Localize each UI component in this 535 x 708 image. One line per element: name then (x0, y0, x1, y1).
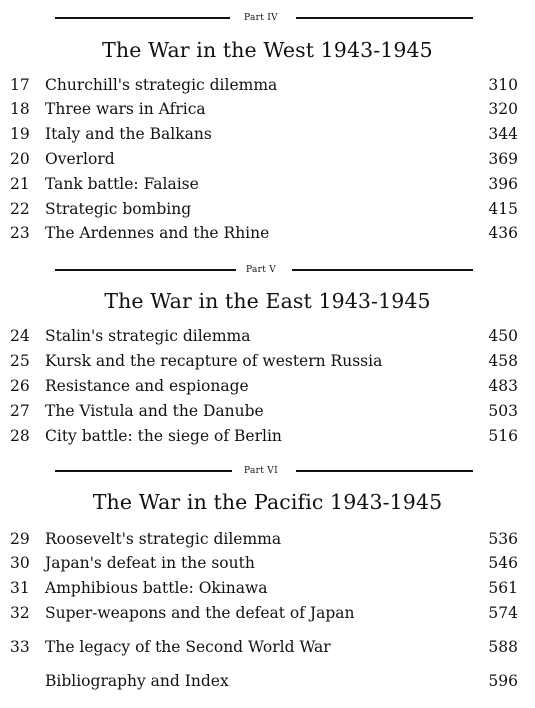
chapter-number: 22 (10, 200, 30, 218)
page-number: 369 (488, 150, 518, 168)
toc-entry (0, 602, 535, 624)
chapter-number: 20 (10, 150, 30, 168)
page-number: 546 (488, 554, 518, 572)
divider-line-right (292, 269, 473, 271)
chapter-number: 18 (10, 100, 30, 118)
chapter-number: 32 (10, 604, 30, 622)
page-number: 436 (488, 224, 518, 242)
chapter-number: 31 (10, 579, 30, 597)
part-label: Part VI (244, 466, 278, 476)
page-number: 536 (488, 530, 518, 548)
page-number: 483 (488, 377, 518, 395)
divider-line-right (296, 17, 473, 19)
chapter-title: The Ardennes and the Rhine (45, 224, 270, 242)
page-number: 415 (488, 200, 518, 218)
part-label: Part IV (244, 13, 278, 23)
toc-entry (0, 400, 535, 422)
toc-entry (0, 350, 535, 372)
toc-entry (0, 325, 535, 347)
page-number: 574 (488, 604, 518, 622)
page-number: 458 (488, 352, 518, 370)
chapter-number: 29 (10, 530, 30, 548)
chapter-title: Italy and the Balkans (45, 125, 212, 143)
page-number: 596 (488, 672, 518, 690)
chapter-title: City battle: the siege of Berlin (45, 427, 282, 445)
chapter-number: 25 (10, 352, 30, 370)
chapter-number: 17 (10, 76, 30, 94)
section-title: The War in the West 1943-1945 (102, 38, 433, 62)
part-v-divider (0, 263, 535, 277)
chapter-number: 21 (10, 175, 30, 193)
chapter-number: 33 (10, 638, 30, 656)
toc-entry (0, 98, 535, 120)
chapter-title: The legacy of the Second World War (45, 638, 331, 656)
chapter-number: 19 (10, 125, 30, 143)
page-number: 450 (488, 327, 518, 345)
chapter-title: Resistance and espionage (45, 377, 249, 395)
toc-entry (0, 148, 535, 170)
page-number: 310 (488, 76, 518, 94)
divider-line-right (296, 470, 473, 472)
chapter-title: Kursk and the recapture of western Russia (45, 352, 383, 370)
chapter-number: 24 (10, 327, 30, 345)
toc-entry (0, 425, 535, 447)
divider-line-left (55, 269, 236, 271)
toc-entry (0, 74, 535, 96)
toc-entry-bibliography (0, 670, 535, 692)
toc-entry (0, 552, 535, 574)
chapter-title: Strategic bombing (45, 200, 192, 218)
chapter-title: Churchill's strategic dilemma (45, 76, 278, 94)
toc-entry (0, 222, 535, 244)
page-number: 503 (488, 402, 518, 420)
chapter-title: Amphibious battle: Okinawa (45, 579, 268, 597)
divider-line-left (55, 17, 230, 19)
chapter-number: 27 (10, 402, 30, 420)
divider-line-left (55, 470, 232, 472)
page-number: 320 (488, 100, 518, 118)
chapter-number: 28 (10, 427, 30, 445)
part-label: Part V (246, 265, 277, 275)
chapter-title: Stalin's strategic dilemma (45, 327, 251, 345)
toc-entry (0, 198, 535, 220)
toc-entry (0, 577, 535, 599)
toc-entry (0, 173, 535, 195)
section-title: The War in the Pacific 1943-1945 (92, 490, 443, 514)
page-number: 588 (488, 638, 518, 656)
chapter-title: Bibliography and Index (45, 672, 229, 690)
toc-entry (0, 123, 535, 145)
chapter-title: Three wars in Africa (45, 100, 206, 118)
part-vi-divider (0, 464, 535, 478)
page-number: 396 (488, 175, 518, 193)
chapter-number: 26 (10, 377, 30, 395)
chapter-title: Japan's defeat in the south (45, 554, 255, 572)
chapter-number: 30 (10, 554, 30, 572)
page-number: 344 (488, 125, 518, 143)
chapter-title: Roosevelt's strategic dilemma (45, 530, 282, 548)
toc-entry (0, 636, 535, 658)
toc-entry (0, 528, 535, 550)
section-title: The War in the East 1943-1945 (104, 289, 431, 313)
chapter-title: Overlord (45, 150, 115, 168)
part-iv-divider (0, 11, 535, 25)
chapter-title: Super-weapons and the defeat of Japan (45, 604, 355, 622)
chapter-number: 23 (10, 224, 30, 242)
page-number: 516 (488, 427, 518, 445)
chapter-title: The Vistula and the Danube (45, 402, 264, 420)
page-number: 561 (488, 579, 518, 597)
toc-entry (0, 375, 535, 397)
chapter-title: Tank battle: Falaise (45, 175, 199, 193)
